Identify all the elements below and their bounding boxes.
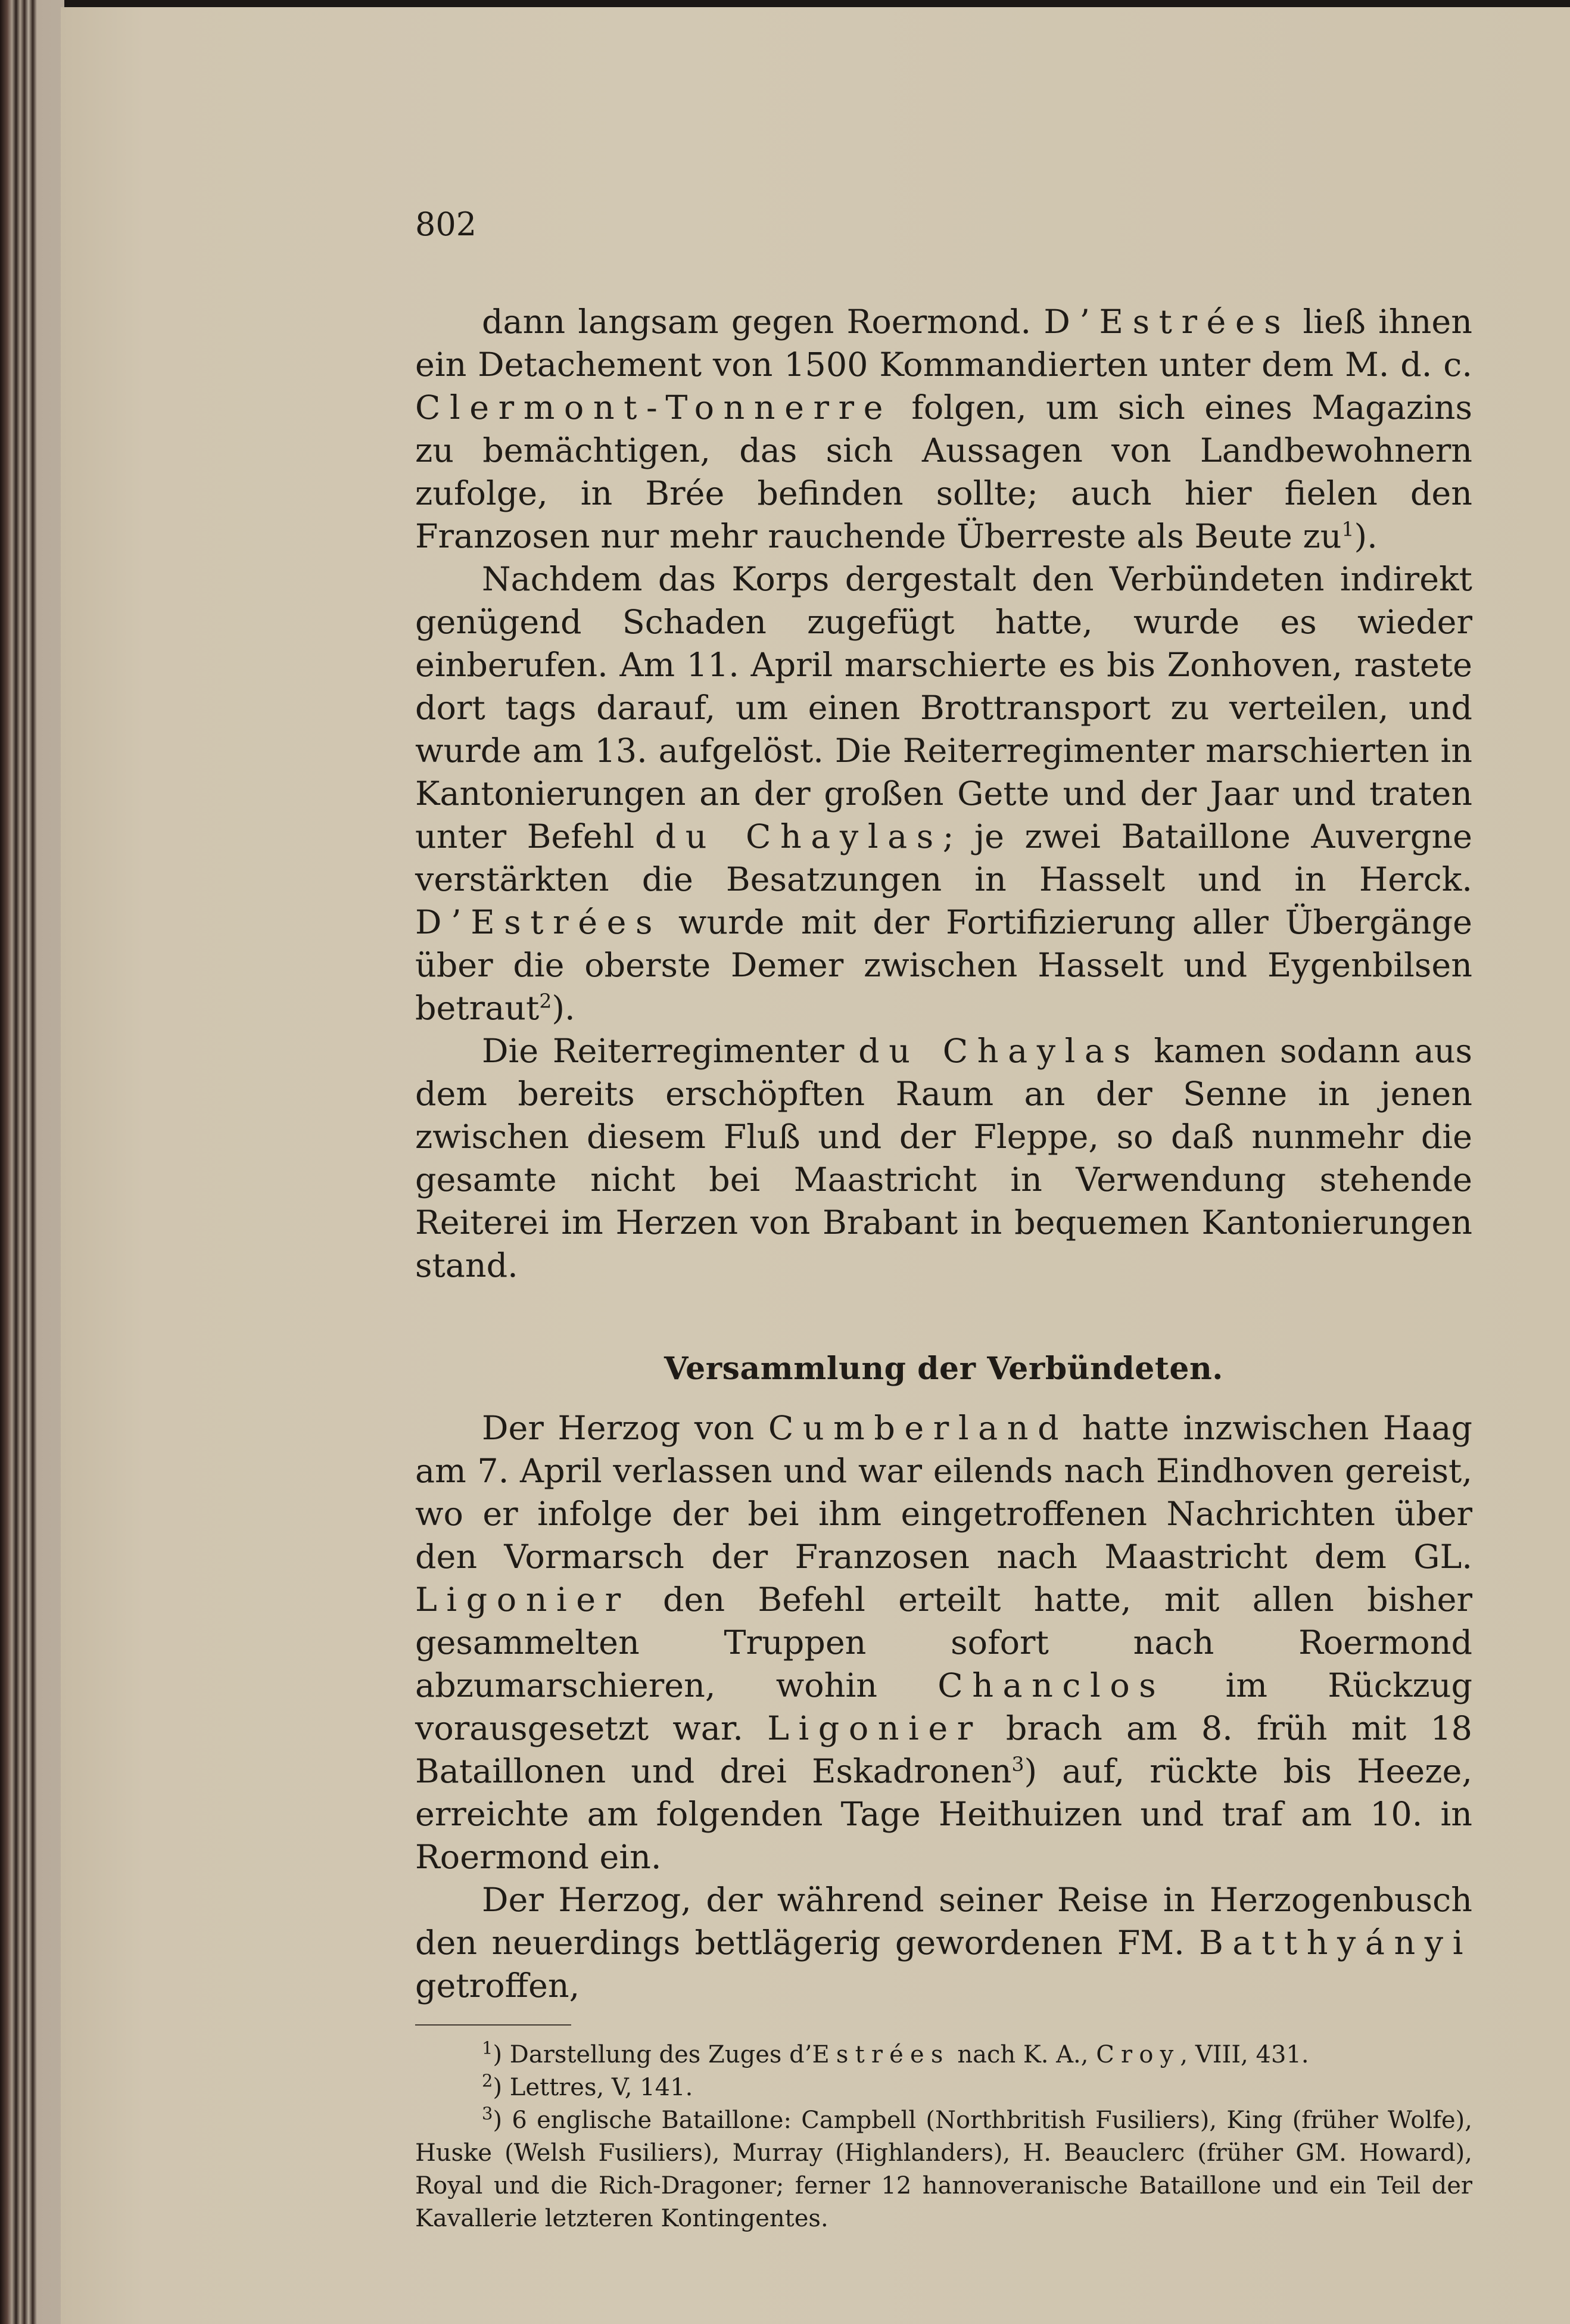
spaced-name: Cumberland [768, 1409, 1069, 1448]
text-segment: getroffen, [415, 1967, 580, 2005]
footnote-text: ) Darstellung des Zuges d’ [493, 2041, 812, 2068]
paragraph-2 [415, 558, 1472, 1030]
footnote-text: , VIII, 431. [1180, 2041, 1309, 2068]
text-segment: hatte inzwischen Haag am 7. April verlassen und war eilends nach Eindhoven gereist, wo er infolge der bei ihm eingetroffenen Nachrichten über den Vormarsch der Franzosen nach Maastricht dem GL. [415, 1409, 1472, 1576]
spaced-name: du Chaylas [858, 1032, 1140, 1071]
text-segment: ) auf, rückte bis Heeze, erreichte am folgenden Tage Heithuizen und traf am 10. in Roermond ein. [415, 1752, 1472, 1877]
footnote-2 [415, 2071, 1472, 2104]
footnote-1 [415, 2039, 1472, 2071]
footnote-text: nach K. A., [949, 2041, 1096, 2068]
book-spine-edge [0, 0, 64, 2324]
text-segment: kamen sodann aus dem bereits erschöpften Raum an der Senne in jenen zwischen diesem Fluß und der Fleppe, so daß nunmehr die gesamte nicht bei Maastricht in Verwendung stehende Reiterei im Herzen von Brabant in bequemen Kantonierungen stand. [415, 1032, 1472, 1285]
footnote-number: 1 [482, 2037, 493, 2058]
footnote-divider [415, 2024, 571, 2026]
page-number: 802 [415, 206, 477, 243]
scan-top-edge [0, 0, 1570, 7]
section-heading: Versammlung der Verbündeten. [664, 1351, 1223, 1387]
spaced-name: D’Estrées [1043, 303, 1291, 341]
footnote-reference: 3 [1011, 1752, 1024, 1776]
text-segment: Die Reiterregimenter [482, 1032, 859, 1071]
spaced-name: Ligonier [415, 1581, 630, 1619]
section-paragraph-1 [415, 1407, 1472, 1879]
paragraph-3 [415, 1030, 1472, 1287]
footnote-3 [415, 2104, 1472, 2235]
spaced-name: Croy [1096, 2041, 1180, 2068]
text-segment: wurde mit der Fortifizierung aller Übergänge über die oberste Demer zwischen Hasselt und Eygenbilsen betraut [415, 903, 1472, 1028]
text-segment: brach am 8. früh mit 18 Bataillonen und drei Eskadronen [415, 1709, 1472, 1791]
footnote-text: ) Lettres, V, 141. [493, 2074, 693, 2101]
text-segment: folgen, um sich eines Magazins zu bemächtigen, das sich Aussagen von Landbewohnern zufolge, in Brée befinden sollte; auch hier fielen den Franzosen nur mehr rauchende Überreste als Beute zu [415, 388, 1472, 556]
footnote-number: 3 [482, 2103, 493, 2124]
text-segment: Der Herzog von [482, 1409, 768, 1448]
footnote-text: ) 6 englische Bataillone: Campbell (Northbritish Fusiliers), King (früher Wolfe), Huske (Welsh Fusiliers), Murray (Highlanders), H. Beauclerc (früher GM. Howard), Royal und die Rich-Dragoner; ferner 12 hannoveranische Bataillone und ein Teil der Kavallerie letzteren Kontingentes. [415, 2107, 1472, 2232]
text-segment: ). [1354, 517, 1378, 556]
text-segment: dann langsam gegen Roermond. [482, 303, 1044, 341]
spaced-name: Chanclos [937, 1666, 1166, 1705]
footnote-number: 2 [482, 2070, 493, 2091]
footnotes [415, 2039, 1472, 2235]
spaced-name: Clermont-Tonnerre [415, 388, 892, 427]
section-paragraph-2 [415, 1879, 1472, 2008]
footnote-reference: 2 [539, 989, 552, 1013]
spaced-name: Batthyányi [1199, 1924, 1472, 1962]
text-segment: ließ ihnen ein Detachement von 1500 Kommandierten unter dem M. d. c. [415, 303, 1472, 384]
text-segment: den Befehl erteilt hatte, mit allen bisher gesammelten Truppen sofort nach Roermond abzumarschieren, wohin [415, 1581, 1472, 1705]
text-segment: Der Herzog, der während seiner Reise in Herzogenbusch den neuerdings bettlägerig gewordenen FM. [415, 1881, 1472, 1962]
paragraph-1 [415, 301, 1472, 558]
spaced-name: du Chaylas [655, 817, 943, 856]
page-content [415, 207, 1472, 2235]
spaced-name: Ligonier [767, 1709, 982, 1748]
spaced-name: Estrées [812, 2041, 950, 2068]
footnote-reference: 1 [1341, 517, 1354, 541]
text-segment: Nachdem das Korps dergestalt den Verbündeten indirekt genügend Schaden zugefügt hatte, wurde es wieder einberufen. Am 11. April marschierte es bis Zonhoven, rastete dort tags darauf, um einen Brottransport zu verteilen, und wurde am 13. aufgelöst. Die Reiterregimenter marschierten in Kantonierungen an der großen Gette und der Jaar und traten unter Befehl [415, 560, 1472, 856]
text-segment: ). [552, 989, 575, 1028]
text-segment: im Rückzug vorausgesetzt war. [415, 1666, 1472, 1748]
body-text [415, 301, 1472, 1287]
book-page [61, 7, 1570, 2324]
spaced-name: D’Estrées [415, 903, 662, 942]
section-body-text [415, 1407, 1472, 2008]
text-segment: ; je zwei Bataillone Auvergne verstärkten die Besatzungen in Hasselt und in Herck. [415, 817, 1472, 899]
